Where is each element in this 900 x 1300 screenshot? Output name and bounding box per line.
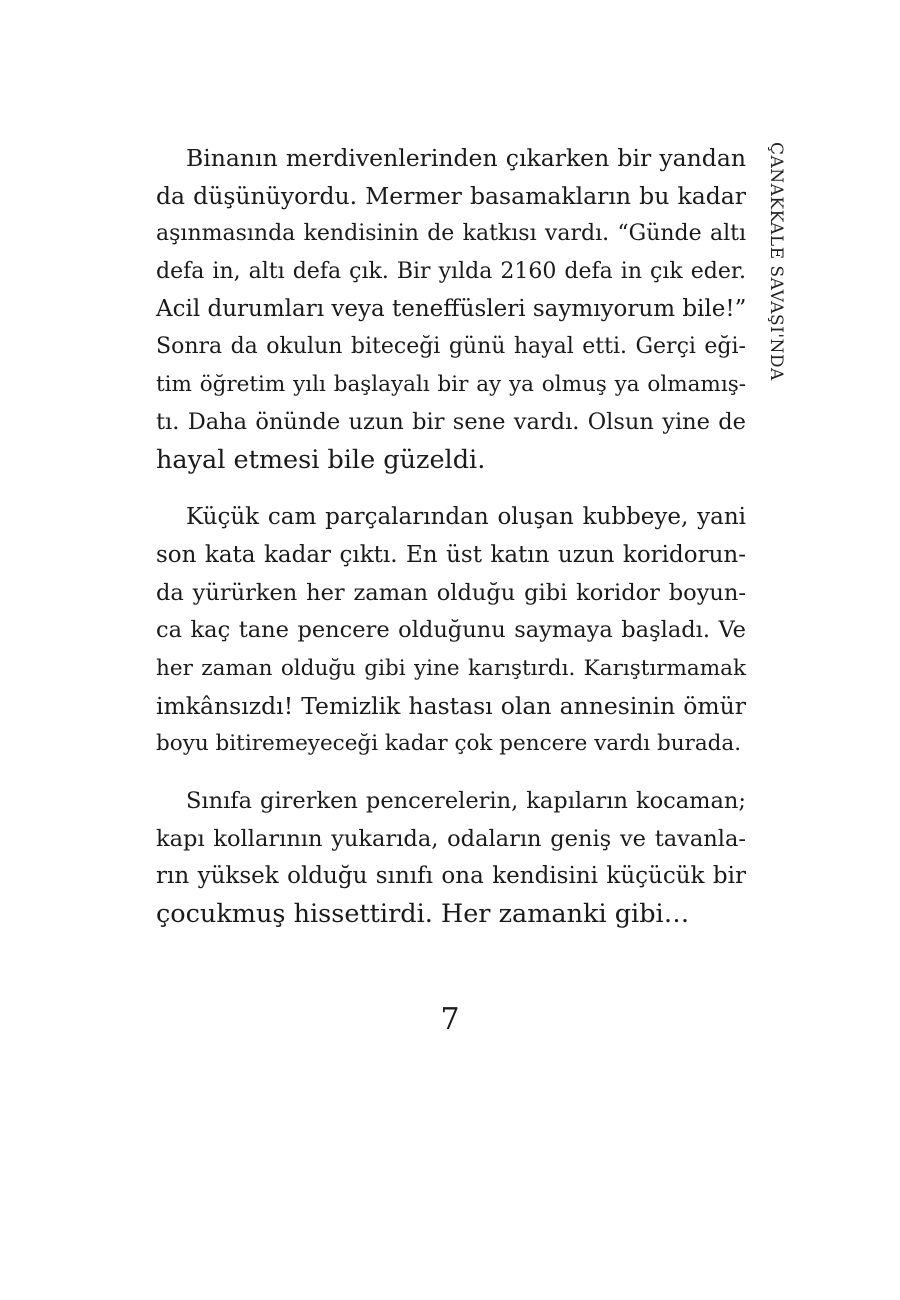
text-line: aşınmasında kendisinin de katkısı vardı. “Günde altı: [156, 221, 746, 247]
text-line: kapı kollarının yukarıda, odaların geniş ve tavanla-: [156, 825, 746, 852]
text-line: her zaman olduğu gibi yine karıştırdı. Karıştırmamak: [156, 655, 746, 681]
text-line: ca kaç tane pencere olduğunu saymaya başladı. Ve: [156, 617, 746, 644]
paragraph-1: [156, 140, 746, 479]
text-line: çocukmuş hissettirdi. Her zamanki gibi…: [156, 899, 690, 930]
text-line: da yürürken her zaman olduğu gibi koridor boyun-: [156, 579, 746, 606]
text-line: son kata kadar çıktı. En üst katın uzun koridorun-: [156, 541, 746, 568]
paragraph-3: [156, 783, 746, 934]
paragraph-2: [156, 499, 746, 763]
text-line: tı. Daha önünde uzun bir sene vardı. Olsun yine de: [156, 408, 746, 435]
text-line: tim öğretim yılı başlayalı bir ay ya olmuş ya olmamış-: [156, 372, 746, 398]
text-line: Küçük cam parçalarından oluşan kubbeye, yani: [186, 504, 746, 531]
text-line: rın yüksek olduğu sınıfı ona kendisini küçücük bir: [156, 863, 746, 890]
text-line: da düşünüyordu. Mermer basamakların bu kadar: [156, 181, 746, 210]
text-line: boyu bitiremeyeceği kadar çok pencere vardı burada.: [156, 731, 742, 757]
text-line: hayal etmesi bile güzeldi.: [156, 444, 486, 475]
text-line: imkânsızdı! Temizlik hastası olan annesinin ömür: [156, 691, 746, 720]
running-header: ÇANAKKALE SAVAŞI'NDA: [766, 142, 786, 381]
text-line: Acil durumları veya teneffüsleri saymıyorum bile!”: [156, 295, 747, 322]
page-number: 7: [440, 1002, 460, 1037]
body-text: [156, 140, 746, 954]
text-line: Sonra da okulun biteceği günü hayal etti. Gerçi eği-: [156, 334, 746, 360]
text-line: Binanın merdivenlerinden çıkarken bir yandan: [186, 144, 746, 172]
text-line: defa in, altı defa çık. Bir yılda 2160 defa in çık eder.: [156, 259, 746, 285]
text-line: Sınıfa girerken pencerelerin, kapıların kocaman;: [186, 788, 746, 814]
